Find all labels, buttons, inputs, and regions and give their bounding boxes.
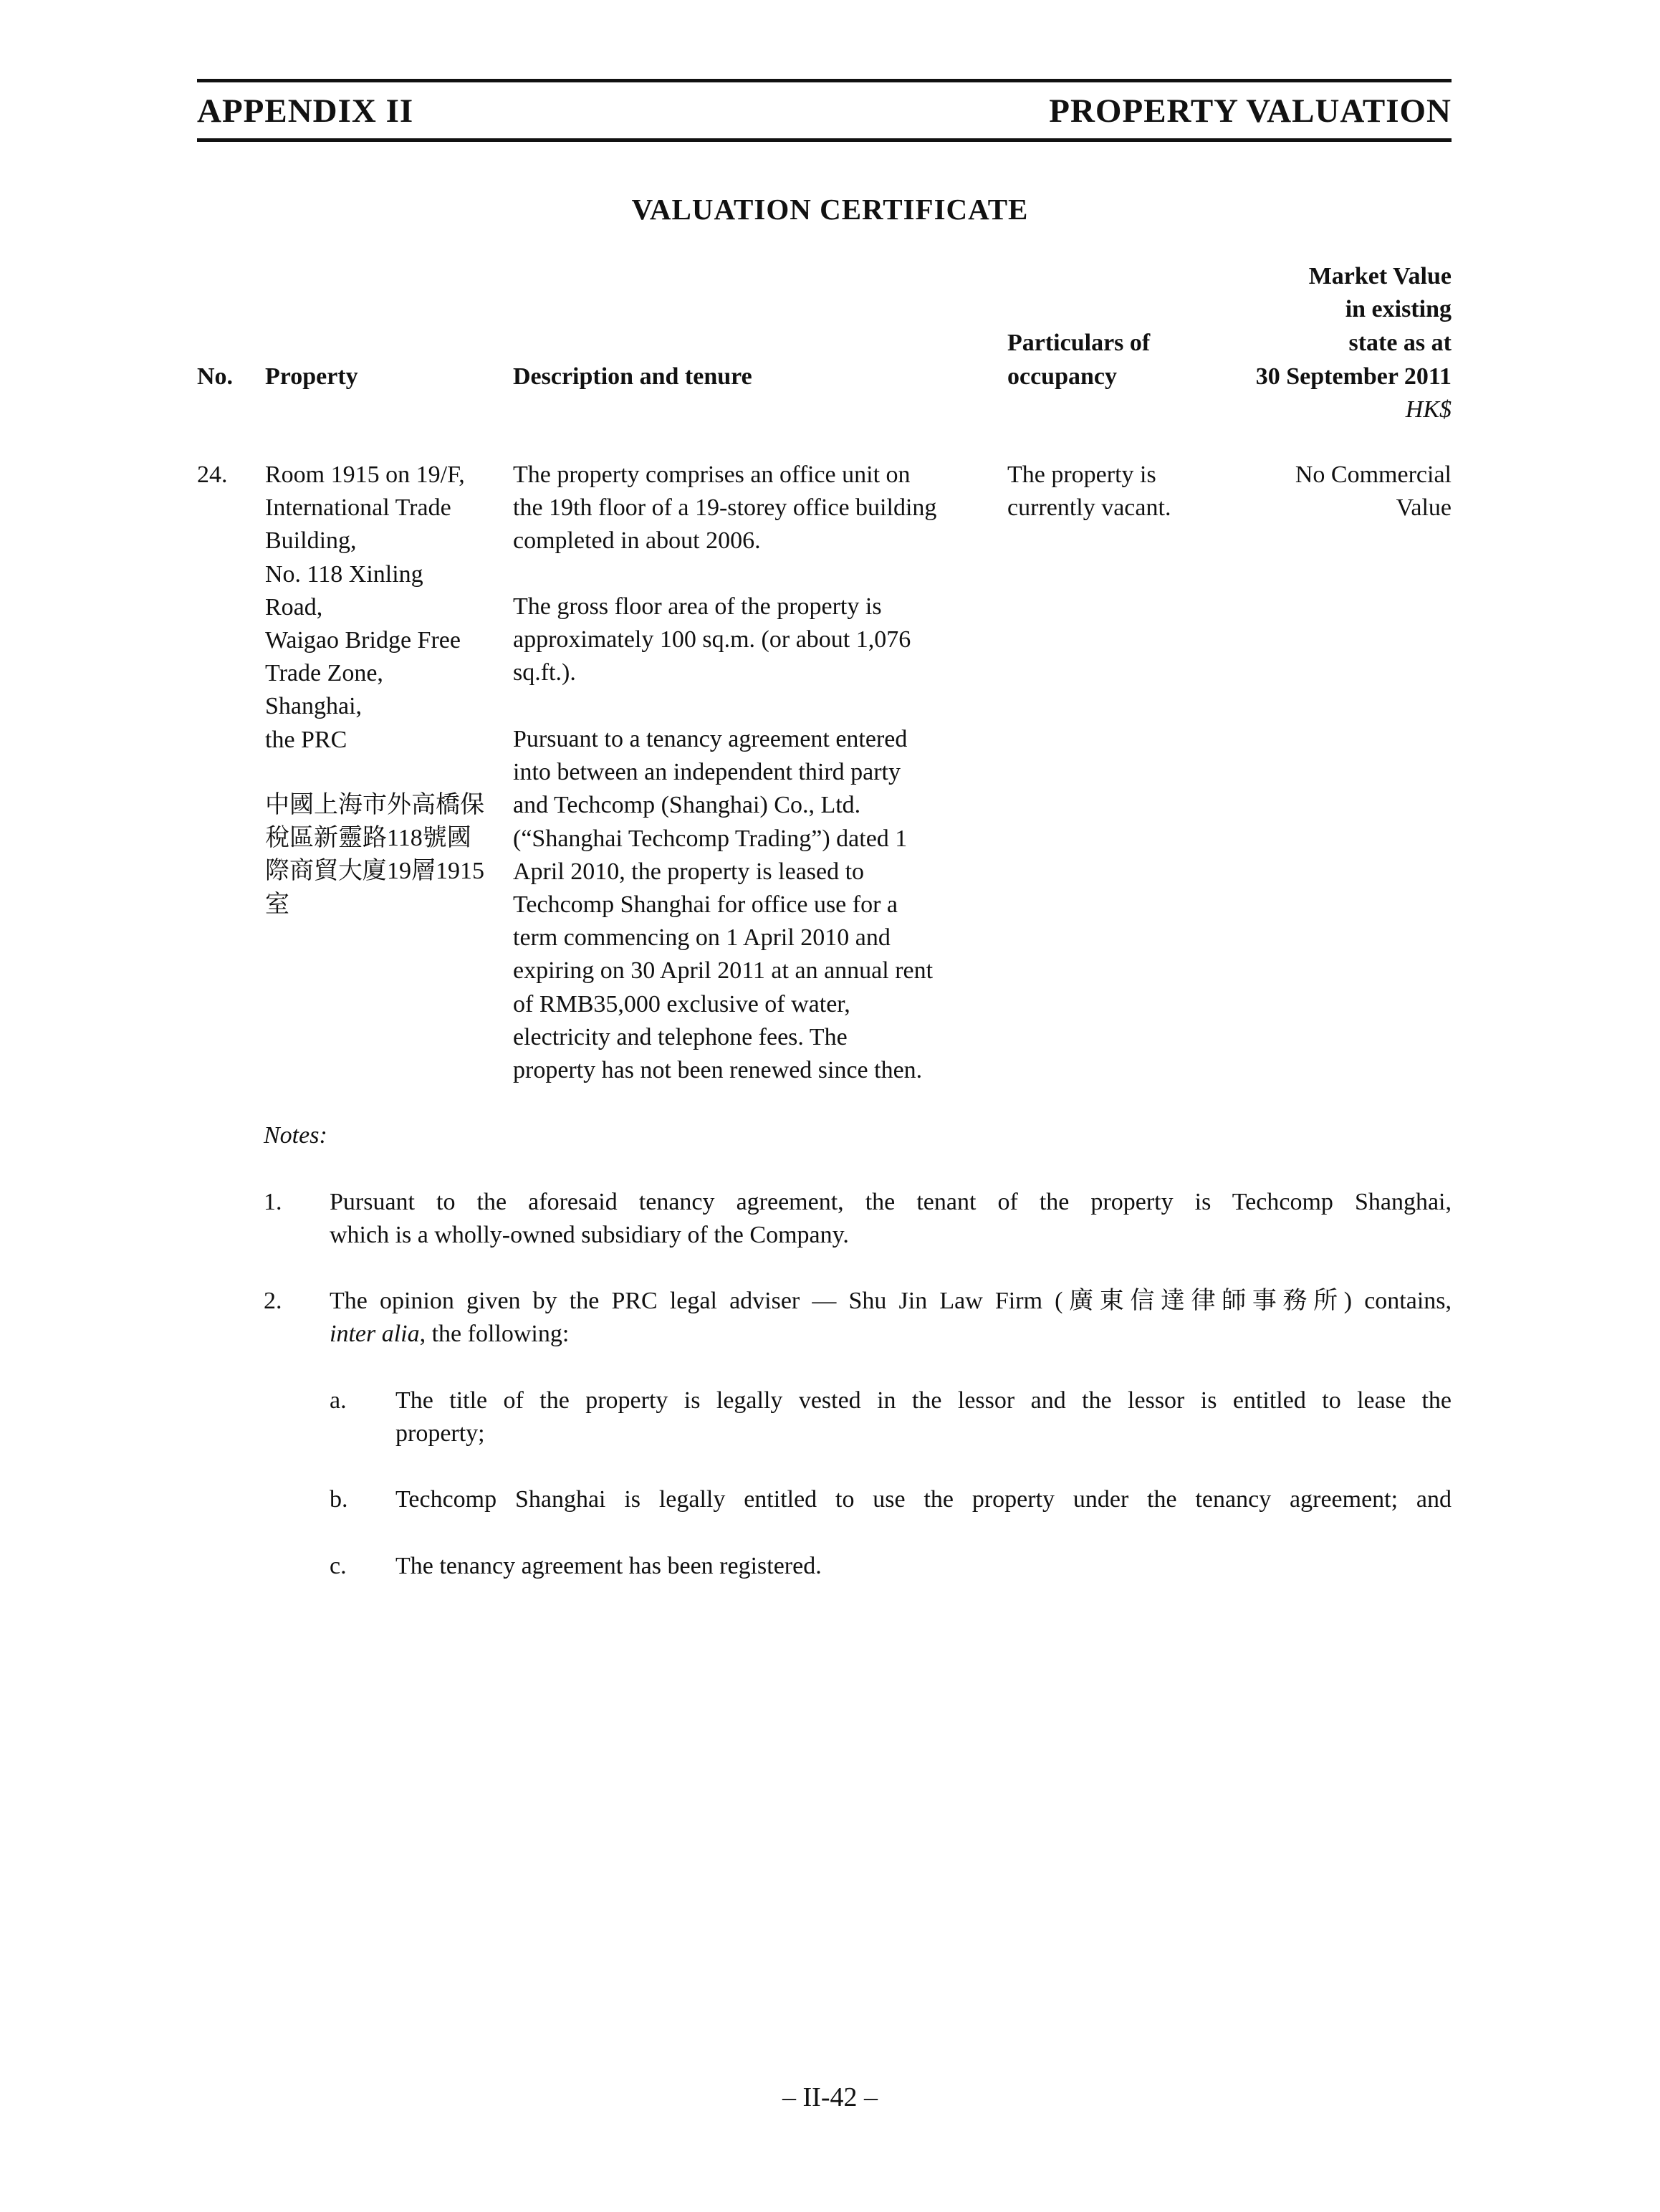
inter-alia-text: inter alia [330, 1321, 420, 1347]
description-paragraph-3: Pursuant to a tenancy agreement entered into between an independent third party and Techcomp (Shanghai) Co., Ltd. (“Shanghai Techcomp Trading”) dated 1 April 2010, the property is leased to Techcomp Shanghai for office use for a term commencing on 1 April 2010 and expiring on 30 April 2011 at an annual rent of RMB35,000 exclusive of water, electricity and telephone fees. The property has not been renewed since then. [513, 726, 934, 1084]
note-c-letter: c. [330, 1553, 347, 1579]
header-value-line2: in existing [1345, 296, 1452, 322]
row-number: 24. [197, 461, 228, 488]
appendix-label: APPENDIX II [197, 92, 414, 130]
header-value-unit: HK$ [1405, 396, 1452, 423]
header-value-line3: state as at [1348, 330, 1452, 356]
header-bottom-rule [197, 138, 1452, 142]
header-no: No. [197, 363, 234, 390]
note-2-number: 2. [264, 1288, 282, 1314]
description-paragraph-2: The gross floor area of the property is approximately 100 sq.m. (or about 1,076 sq.ft.). [513, 593, 911, 686]
notes-heading: Notes: [264, 1122, 327, 1149]
property-address-english: Room 1915 on 19/F, International Trade Building, No. 118 Xinling Road, Waigao Bridge Free Trade Zone, Shanghai, the PRC [265, 461, 465, 753]
note-a-letter: a. [330, 1387, 347, 1414]
certificate-title: VALUATION CERTIFICATE [631, 193, 1029, 226]
section-title: PROPERTY VALUATION [1049, 92, 1452, 130]
property-address-chinese: 中國上海市外高橋保 稅區新靈路118號國 際商貿大廈19層1915 室 [265, 792, 484, 918]
note-b-letter: b. [330, 1486, 348, 1513]
header-top-rule [197, 79, 1452, 82]
header-occupancy-line1: Particulars of [1007, 330, 1151, 356]
note-c-line-1: The tenancy agreement has been registered. [395, 1553, 822, 1579]
header-property: Property [265, 363, 358, 390]
header-description: Description and tenure [513, 363, 752, 390]
occupancy-text: The property is currently vacant. [1007, 461, 1171, 522]
description-paragraph-1: The property comprises an office unit on the 19th floor of a 19-storey office building completed in about 2006. [513, 461, 937, 555]
note-a-line-1: The title of the property is legally vested in the lessor and the lessor is entitled to lease the [395, 1387, 1452, 1414]
note-1-number: 1. [264, 1189, 282, 1215]
note-b-line-1: Techcomp Shanghai is legally entitled to use the property under the tenancy agreement; and [395, 1486, 1452, 1513]
note-a-line-2: property; [395, 1420, 485, 1447]
header-value-line4: 30 September 2011 [1255, 363, 1452, 390]
note-1-line-1: Pursuant to the aforesaid tenancy agreement, the tenant of the property is Techcomp Shanghai, [330, 1189, 1452, 1215]
note-2-line-2 [330, 1318, 569, 1351]
header-value-line1: Market Value [1308, 263, 1452, 289]
page-number: – II-42 – [782, 2082, 878, 2112]
note-1-line-2: which is a wholly-owned subsidiary of the Company. [330, 1222, 849, 1248]
header-occupancy-line2: occupancy [1007, 363, 1117, 390]
market-value-text: No Commercial Value [1295, 461, 1452, 522]
note-2-line-1: The opinion given by the PRC legal adviser — Shu Jin Law Firm (廣東信達律師事務所) contains, [330, 1288, 1452, 1314]
note-2-line-2-rest: , the following: [419, 1321, 570, 1347]
